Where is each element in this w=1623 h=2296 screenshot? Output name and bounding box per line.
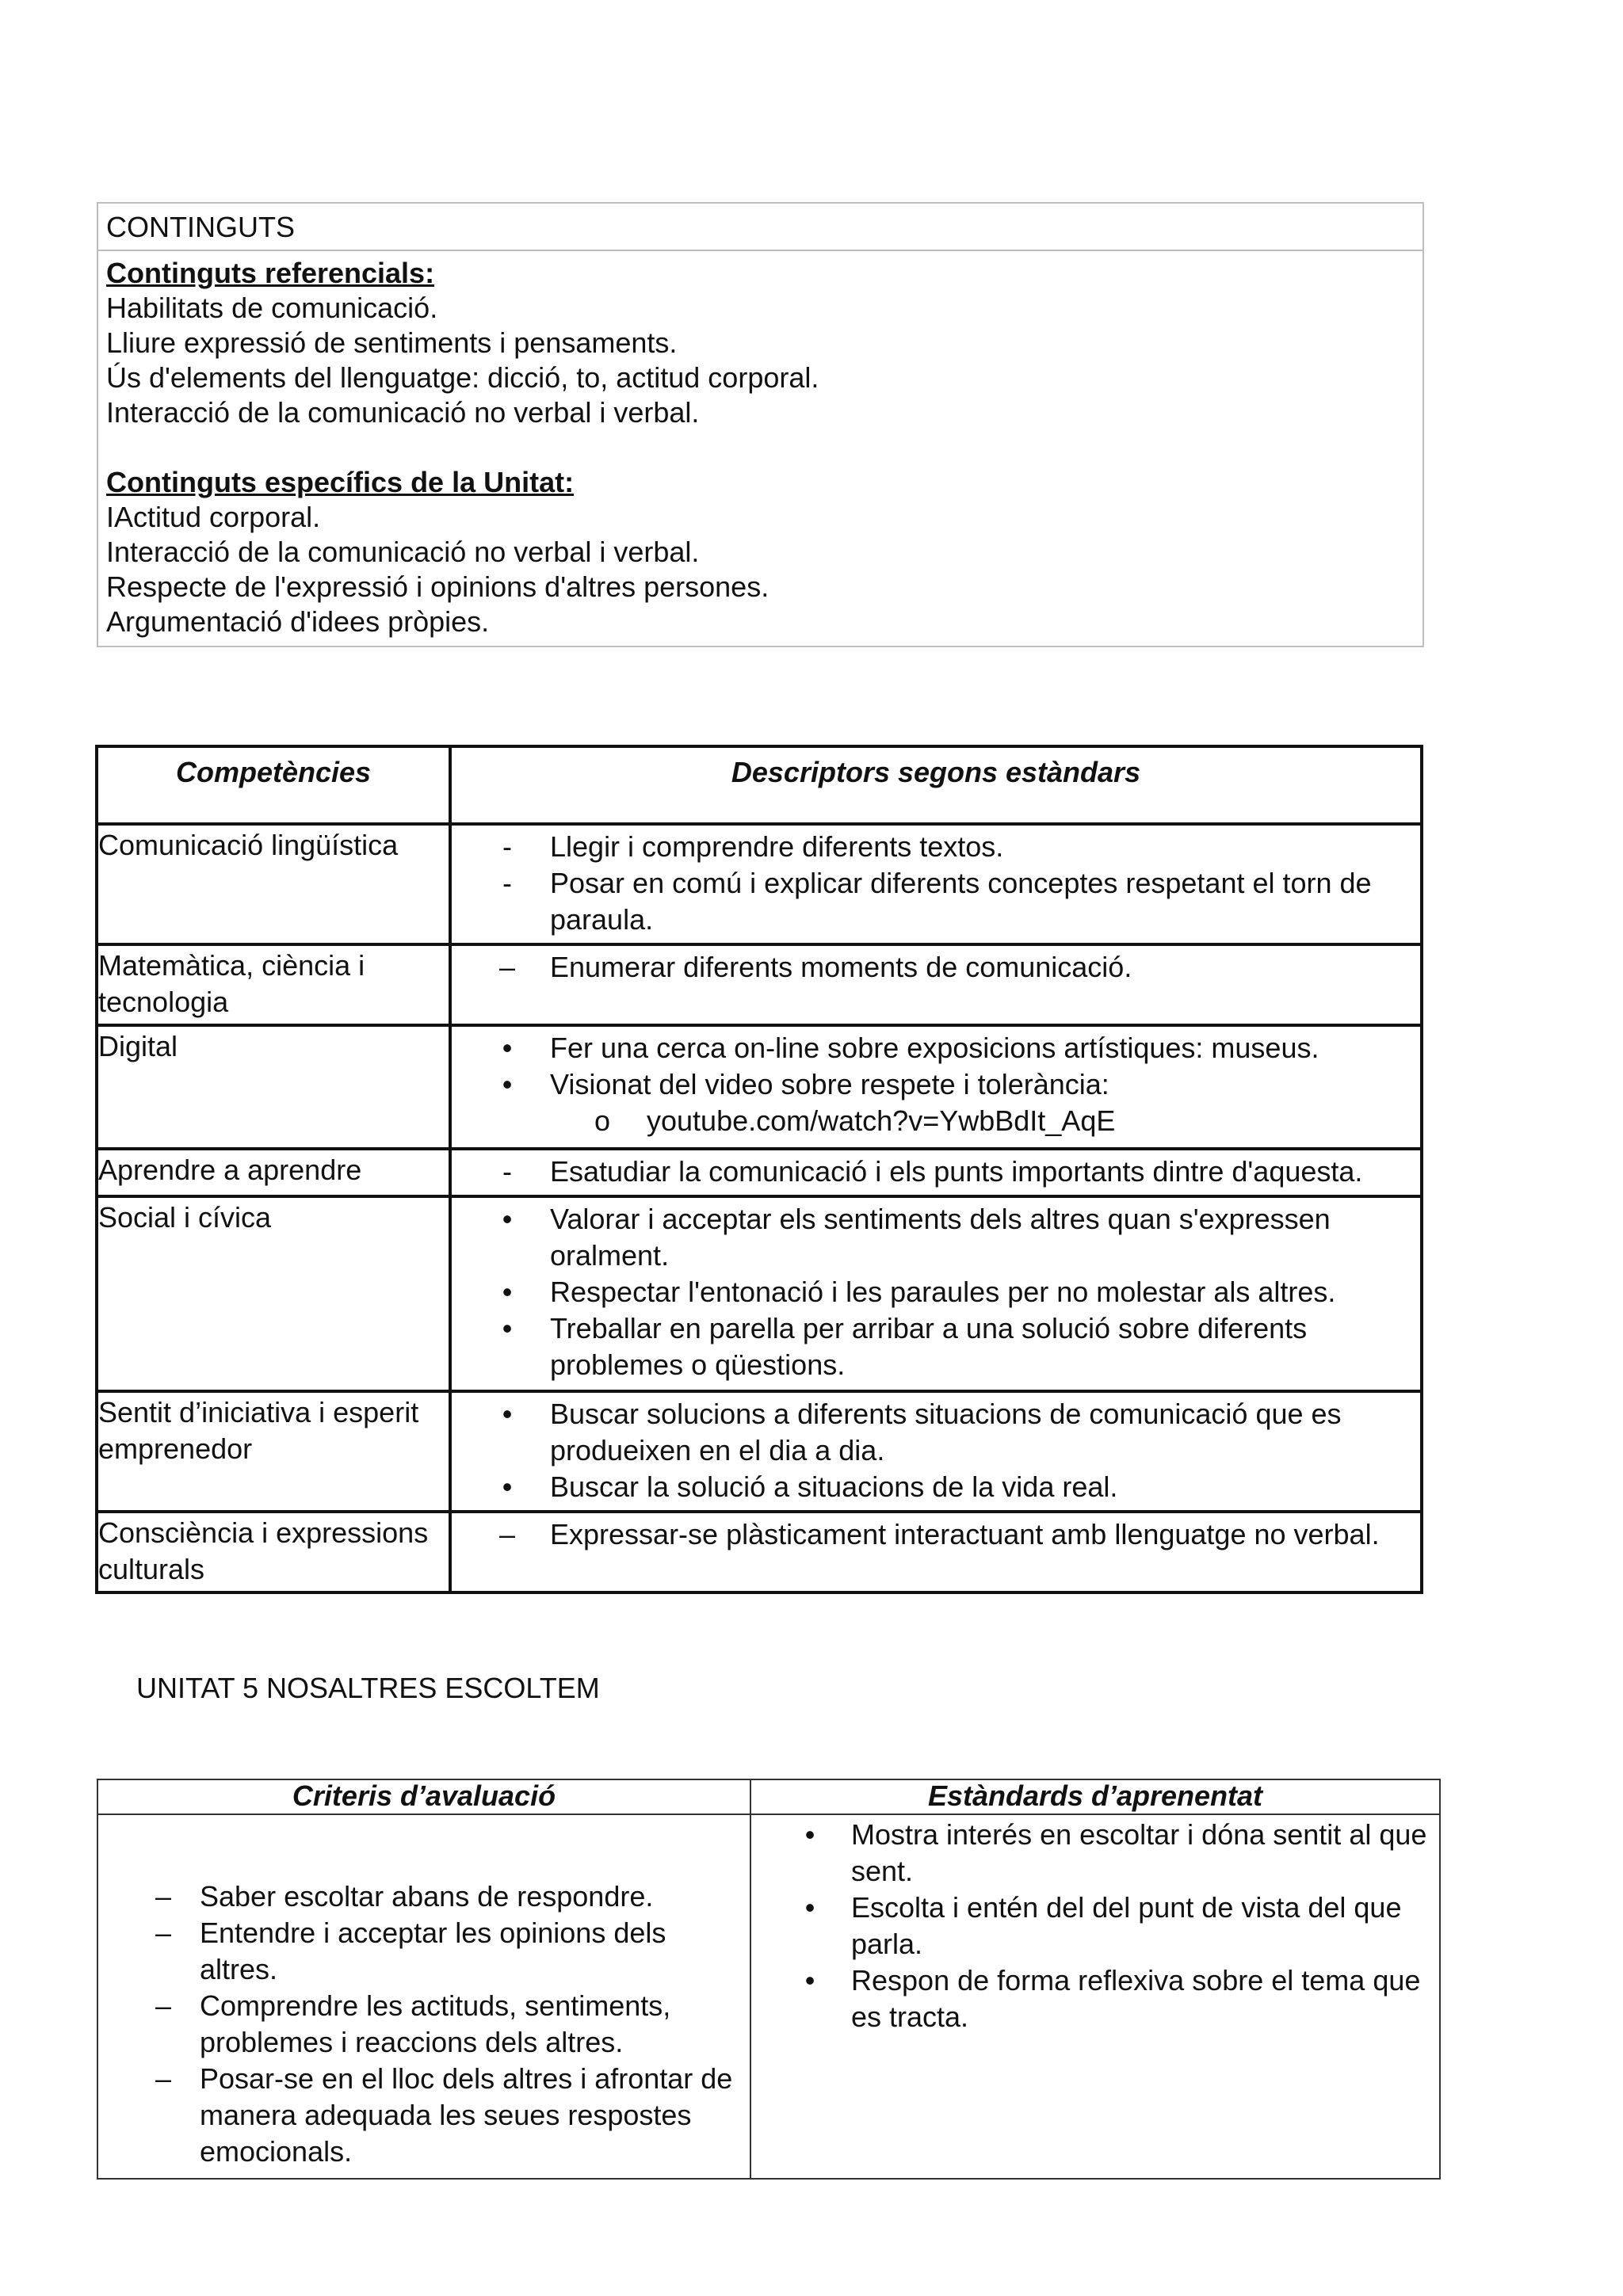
table-row (97, 1512, 1422, 1592)
competency-name: Consciència i expressions culturals (97, 1512, 450, 1592)
competencies-header: Competències (97, 746, 450, 824)
table-row (97, 824, 1422, 944)
table-row (97, 1196, 1422, 1391)
list-item: • Fer una cerca on-line sobre exposicions artístiques: museus. (452, 1030, 1412, 1066)
dash-marker: - (502, 830, 512, 863)
dash-marker: - (502, 1155, 512, 1188)
competency-name: Matemàtica, ciència i tecnologia (97, 944, 450, 1025)
list-item: - Esatudiar la comunicació i els punts importants dintre d'aquesta. (452, 1154, 1412, 1190)
table-row (97, 944, 1422, 1025)
competency-name: Comunicació lingüística (97, 824, 450, 944)
referencial-item: Lliure expressió de sentiments i pensaments. (106, 326, 678, 359)
list-item: • Buscar la solució a situacions de la vida real. (452, 1469, 1412, 1505)
especifics-title: Continguts específics de la Unitat: (106, 466, 575, 498)
bullet-marker: • (804, 1891, 815, 1924)
standards-header: Estàndards d’aprenentat (750, 1779, 1440, 1814)
bullet-marker: • (804, 1818, 815, 1851)
bullet-marker: • (502, 1470, 513, 1503)
list-item: • Buscar solucions a diferents situacions de comunicació que es produeixen en el dia a dia. (452, 1396, 1412, 1469)
especific-item: Interacció de la comunicació no verbal i verbal. (106, 536, 700, 568)
bullet-marker: • (502, 1398, 513, 1430)
descriptor-cell (450, 944, 1422, 1025)
bullet-marker: • (502, 1312, 513, 1344)
list-item: – Comprendre les actituds, sentiments, problemes i reaccions dels altres. (98, 1988, 750, 2061)
table-row (97, 1149, 1422, 1196)
contents-box (97, 202, 1424, 647)
criteris-header: Criteris d’avaluació (97, 1779, 750, 1814)
competency-name: Sentit d’iniciativa i esperit emprenedor (97, 1391, 450, 1512)
criteria-header-row (97, 1779, 1440, 1814)
dash-marker: – (498, 951, 516, 983)
bullet-marker: • (502, 1203, 513, 1235)
competency-name: Social i cívica (97, 1196, 450, 1391)
referencial-item: Interacció de la comunicació no verbal i verbal. (106, 396, 700, 429)
contents-header: CONTINGUTS (98, 204, 1423, 251)
bullet-marker: • (502, 1068, 513, 1100)
dash-marker: – (155, 1880, 172, 1913)
contents-body (98, 251, 1423, 646)
table-row (97, 1025, 1422, 1149)
competencies-header-row (97, 746, 1422, 824)
list-item: • Mostra interés en escoltar i dóna sentit al que sent. (751, 1817, 1439, 1890)
bullet-marker: • (502, 1032, 513, 1064)
criteris-cell (97, 1814, 750, 2179)
video-link-text: youtube.com/watch?v=YwbBdIt_AqE (647, 1104, 1116, 1137)
list-item: • Treballar en parella per arribar a una solució sobre diferents problemes o qüestions. (452, 1310, 1412, 1383)
list-item: • Escolta i entén del del punt de vista del que parla. (751, 1890, 1439, 1962)
bullet-marker: • (804, 1964, 815, 1997)
list-item: – Saber escoltar abans de respondre. (98, 1878, 750, 1915)
especific-item: IActitud corporal. (106, 501, 321, 533)
especific-item: Respecte de l'expressió i opinions d'altres persones. (106, 570, 769, 603)
descriptor-cell (450, 1391, 1422, 1512)
especific-item: Argumentació d'idees pròpies. (106, 605, 490, 638)
referencial-item: Habilitats de comunicació. (106, 292, 438, 324)
list-item: – Posar-se en el lloc dels altres i afrontar de manera adequada les seues respostes emocionals. (98, 2061, 750, 2170)
unit-title: UNITAT 5 NOSALTRES ESCOLTEM (136, 1672, 600, 1704)
sub-list-item (452, 1103, 1412, 1139)
referencials-title: Continguts referencials: (106, 257, 435, 289)
list-item: • Respectar l'entonació i les paraules per no molestar als altres. (452, 1274, 1412, 1310)
competency-name: Digital (97, 1025, 450, 1149)
descriptor-cell (450, 1512, 1422, 1592)
table-row (97, 1814, 1440, 2179)
descriptors-header: Descriptors segons estàndars (450, 746, 1422, 824)
list-item: • Visionat del video sobre respete i tolerància: (452, 1066, 1412, 1103)
bullet-marker: • (502, 1276, 513, 1308)
list-item: – Entendre i acceptar les opinions dels altres. (98, 1915, 750, 1988)
circle-marker: o (594, 1104, 611, 1137)
list-item: – Enumerar diferents moments de comunicació. (452, 949, 1412, 986)
referencial-item: Ús d'elements del llenguatge: dicció, to, actitud corporal. (106, 361, 819, 394)
table-row (97, 1391, 1422, 1512)
descriptor-cell (450, 1196, 1422, 1391)
dash-marker: – (155, 1989, 172, 2022)
criteria-table (97, 1779, 1441, 2180)
competencies-table (95, 745, 1423, 1594)
descriptor-cell (450, 1149, 1422, 1196)
list-item: • Valorar i acceptar els sentiments dels altres quan s'expressen oralment. (452, 1201, 1412, 1274)
descriptor-cell (450, 1025, 1422, 1149)
descriptor-cell (450, 824, 1422, 944)
dash-marker: – (498, 1518, 516, 1550)
list-item: – Expressar-se plàsticament interactuant amb llenguatge no verbal. (452, 1516, 1412, 1553)
list-item: - Llegir i comprendre diferents textos. (452, 829, 1412, 865)
competency-name: Aprendre a aprendre (97, 1149, 450, 1196)
standards-cell (750, 1814, 1440, 2179)
dash-marker: – (155, 1917, 172, 1949)
dash-marker: - (502, 867, 512, 899)
list-item: • Respon de forma reflexiva sobre el tema que es tracta. (751, 1962, 1439, 2035)
list-item: - Posar en comú i explicar diferents conceptes respetant el torn de paraula. (452, 865, 1412, 938)
dash-marker: – (155, 2062, 172, 2095)
